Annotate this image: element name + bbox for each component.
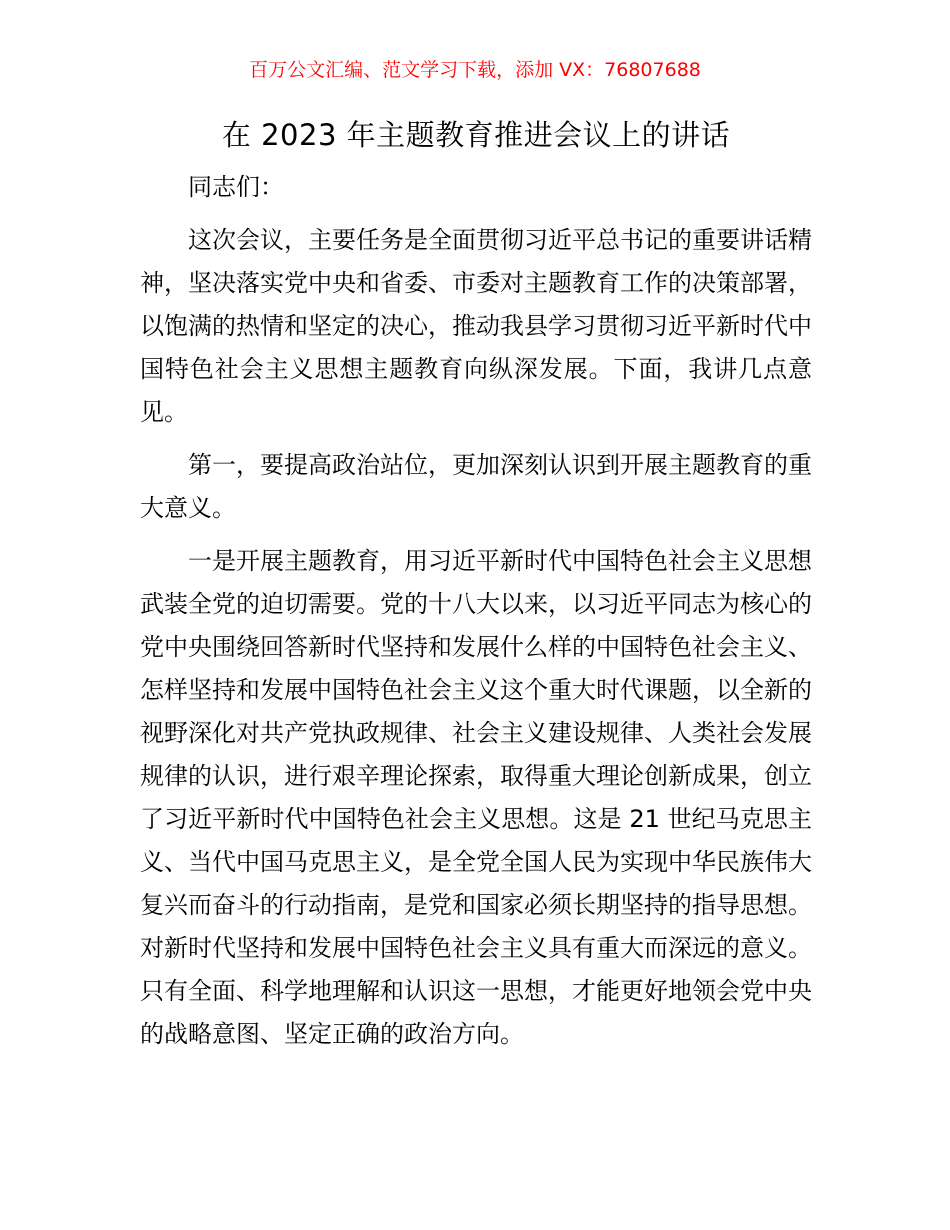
- salutation: 同志们：: [188, 173, 284, 201]
- document-title: 在 2023 年主题教育推进会议上的讲话: [221, 118, 731, 152]
- document-body: [140, 112, 812, 1056]
- paragraph-point-one: 一是开展主题教育，用习近平新时代中国特色社会主义思想武装全党的迫切需要。党的十八大以来，以习近平同志为核心的党中央围绕回答新时代坚持和发展什么样的中国特色社会主义、怎样坚持和发展中国特色社会主义这个重大时代课题，以全新的视野深化对共产党执政规律、社会主义建设规律、人类社会发展规律的认识，进行艰辛理论探索，取得重大理论创新成果，创立了习近平新时代中国特色社会主义思想。这是 21 世纪马克思主义、当代中国马克思主义，是全党全国人民为实现中华民族伟大复兴而奋斗的行动指南，是党和国家必须长期坚持的指导思想。对新时代坚持和发展中国特色社会主义具有重大而深远的意义。只有全面、科学地理解和认识这一思想，才能更好地领会党中央的战略意图、坚定正确的政治方向。: [140, 547, 812, 1048]
- paragraph-section-one-heading: 第一，要提高政治站位，更加深刻认识到开展主题教育的重大意义。: [140, 451, 812, 522]
- paragraph-intro: 这次会议，主要任务是全面贯彻习近平总书记的重要讲话精神，坚决落实党中央和省委、市委对主题教育工作的决策部署，以饱满的热情和坚定的决心，推动我县学习贯彻习近平新时代中国特色社会主义思想主题教育向纵深发展。下面，我讲几点意见。: [140, 226, 812, 426]
- watermark-header: 百万公文汇编、范文学习下载，添加 VX：76807688: [249, 59, 701, 81]
